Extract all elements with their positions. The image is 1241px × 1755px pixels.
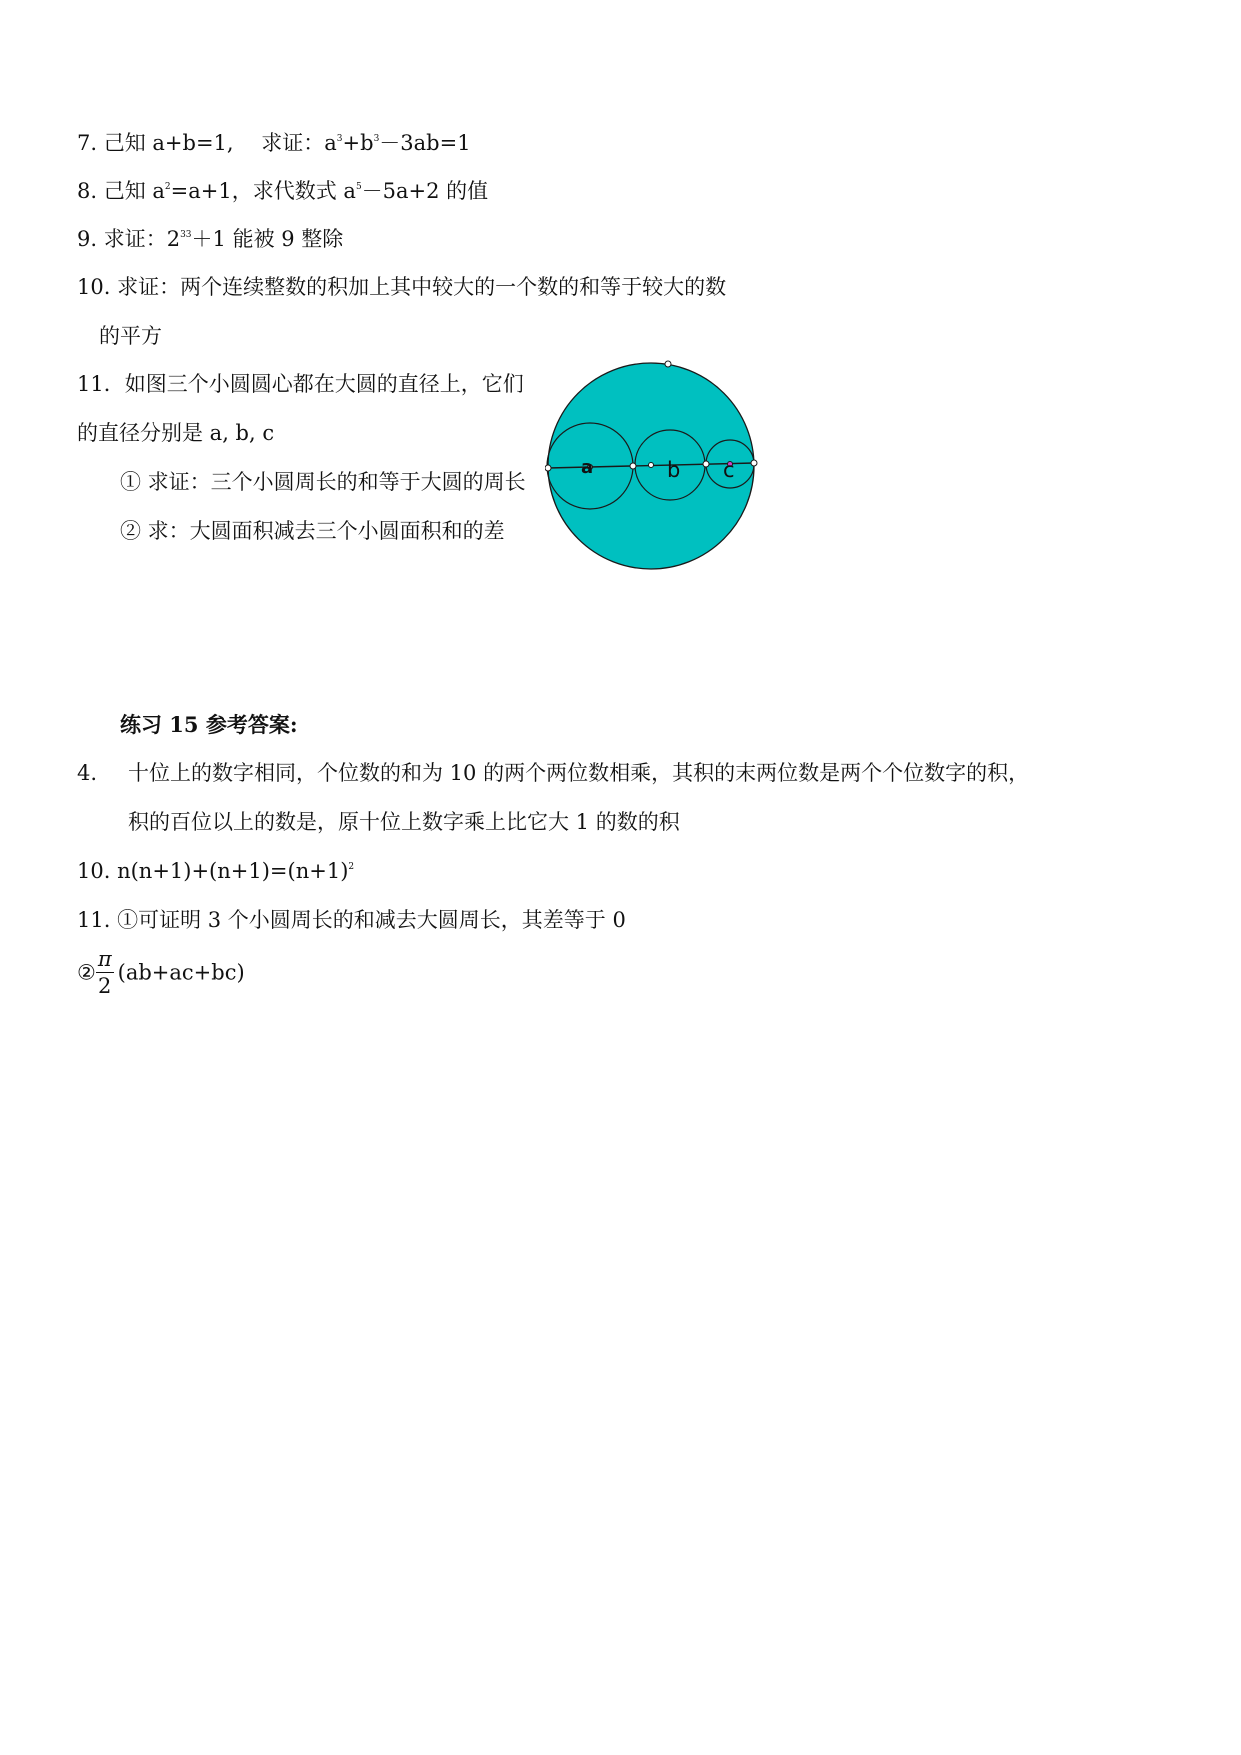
point-bc <box>703 461 709 467</box>
point-top <box>665 361 671 367</box>
question-11-part1: ① 求证：三个小圆周长的和等于大圆的周长 <box>120 470 526 494</box>
q7-text: 7. 己知 a+b=1, 求证：a <box>77 131 337 155</box>
label-b: b <box>667 458 681 482</box>
question-10-line1: 10. 求证：两个连续整数的积加上其中较大的一个数的和等于较大的数 <box>77 275 727 299</box>
q9-suffix: ＋1 能被 9 整除 <box>191 227 344 251</box>
answer-10 <box>77 861 354 882</box>
answer-4-line1: 十位上的数字相同，个位数的和为 10 的两个两位数相乘，其积的末两位数是两个个位数字的积， <box>128 761 1030 785</box>
q7-exp1: 3 <box>336 134 343 144</box>
point-center-b <box>649 463 654 468</box>
label-c: c <box>723 458 735 482</box>
question-9 <box>77 229 343 250</box>
answer-4-number: 4. <box>77 761 98 785</box>
q8-text: 8. 己知 a <box>77 179 165 203</box>
fraction-numerator: π <box>96 948 114 973</box>
answer-11-suffix: (ab+ac+bc) <box>117 960 245 985</box>
answer-4-line2: 积的百位以上的数是，原十位上数字乘上比它大 1 的数的积 <box>128 810 680 834</box>
q7-exp2: 3 <box>373 134 380 144</box>
point-right <box>751 460 757 466</box>
label-a: a <box>581 457 594 478</box>
pi-over-2-fraction <box>96 948 114 998</box>
question-11-line2: 的直径分别是 a, b, c <box>77 421 275 445</box>
fraction-denominator: 2 <box>98 974 112 999</box>
circles-figure <box>545 360 765 580</box>
q9-exp: 33 <box>180 230 192 240</box>
answer-11-prefix: ② <box>77 960 96 985</box>
answer-11-line1: 11. ①可证明 3 个小圆周长的和减去大圆周长，其差等于 0 <box>77 908 626 932</box>
answer-10-text: 10. n(n+1)+(n+1)=(n+1) <box>77 859 349 883</box>
point-ab <box>630 463 636 469</box>
q8-exp1: 2 <box>164 182 171 192</box>
q7-suffix: －3ab=1 <box>379 131 471 155</box>
answers-heading: 练习 15 参考答案: <box>120 712 298 737</box>
answer-10-exp: 2 <box>348 862 355 872</box>
q8-suffix: －5a+2 的值 <box>361 179 489 203</box>
q8-exp2: 5 <box>355 182 362 192</box>
question-10-line2: 的平方 <box>99 324 162 348</box>
question-11-part2: ② 求：大圆面积减去三个小圆面积和的差 <box>120 519 505 543</box>
question-11-line1: 11．如图三个小圆圆心都在大圆的直径上，它们 <box>77 372 524 396</box>
question-7 <box>77 133 471 154</box>
question-8 <box>77 181 488 202</box>
q7-mid: +b <box>342 131 374 155</box>
answer-11-line2 <box>77 948 245 998</box>
q9-text: 9. 求证：2 <box>77 227 181 251</box>
point-left <box>545 465 551 471</box>
q8-mid: =a+1，求代数式 a <box>170 179 356 203</box>
